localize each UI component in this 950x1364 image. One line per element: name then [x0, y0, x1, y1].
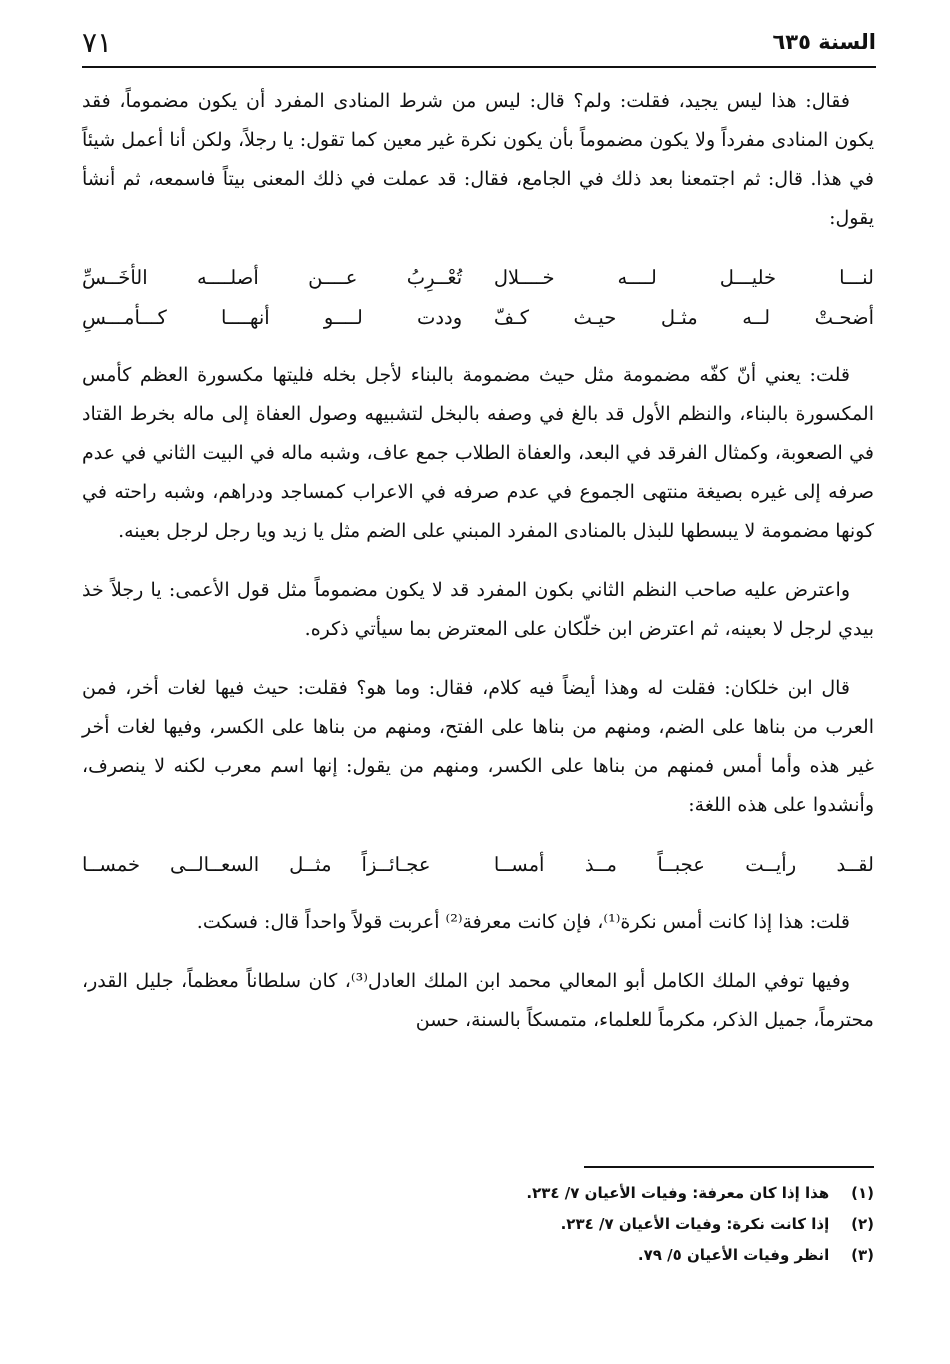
- verse-3-second-hemistich: عجـائــزاً مثــل السعــالــى خمســا: [82, 853, 431, 876]
- verse-2: [82, 298, 874, 338]
- verse-1-first-hemistich: لنـــا خليـــل لــــه خــــلال: [493, 266, 874, 289]
- verse-2-second-hemistich: وددت لــــو أنهــــا كـــأمـــسِ: [82, 306, 463, 329]
- poem-2: [82, 845, 874, 885]
- verse-1-second-hemistich: تُعْــرِبُ عــــن أصلــــه الأخَــسِّ: [82, 266, 463, 289]
- paragraph-4: قال ابن خلكان: فقلت له وهذا أيضاً فيه كلام، فقال: وما هو؟ فقلت: حيث فيها لغات أخر، فمن العرب من بناها على الضم، ومنهم من بناها على الفتح، ومنهم من بناها على الكسر، وفيها لغات أخر غير هذه وأما أمس فمنهم من بناها على الكسر، ومنهم من يقول: إنها اسم معرب لكنه لا ينصرف، وأنشدوا على هذه اللغة:: [82, 677, 874, 816]
- verse-2-first-hemistich: أضحـتْ لــه مثـل حيـث كـفّ: [493, 306, 874, 329]
- paragraph-2: قلت: يعني أنّ كفّه مضمومة مثل حيث مضمومة بالبناء لأجل بخله فليتها مكسورة العظم كأمس المكسورة بالبناء، والنظم الأول قد بالغ في وصفه بالبخل لتشبيهه وصول العفاة إلى ماله بخرط القتاد في الصعوبة، وكمثال الفرقد في البعد، والعفاة الطلاب جمع عاف، وشبه ماله في البيت الثاني في عدم صرفه إلى غيره بصيغة منتهى الجموع في عدم صرفه في الاعراب كمساجد ودراهم، وشبه راحته في كونها مضمومة لا يبسطها للبذل بالمنادى المفرد المبني على الضم مثل يا زيد ويا رجل لرجل بعينه.: [82, 364, 874, 542]
- poem-1: [82, 258, 874, 338]
- footnote-3: [82, 1240, 874, 1271]
- footnotes: [82, 1166, 874, 1271]
- running-header: [82, 26, 876, 68]
- footnote-text: إذا كانت نكرة: وفيات الأعيان ٧/ ٢٣٤.: [560, 1215, 830, 1233]
- footnote-text: هذا إذا كان معرفة: وفيات الأعيان ٧/ ٢٣٤.: [526, 1184, 830, 1202]
- footnote-separator: [584, 1166, 874, 1168]
- footnote-number: (٣): [851, 1246, 874, 1264]
- footnote-text: انظر وفيات الأعيان ٥/ ٧٩.: [637, 1246, 830, 1264]
- footnote-number: (٢): [851, 1215, 874, 1233]
- paragraph-5: قلت: هذا إذا كانت أمس نكرة⁽¹⁾، فإن كانت معرفة⁽²⁾ أعربت قولاً واحداً قال: فسكت.: [196, 911, 850, 933]
- verse-1: [82, 258, 874, 298]
- header-title: السنة ٦٣٥: [772, 30, 876, 54]
- paragraph-6: وفيها توفي الملك الكامل أبو المعالي محمد ابن الملك العادل⁽³⁾، كان سلطاناً معظماً، جليل القدر، محترماً، جميل الذكر، مكرماً للعلماء، متمسكاً بالسنة، حسن: [82, 970, 874, 1031]
- main-text: [82, 82, 874, 1060]
- paragraph-1: فقال: هذا ليس يجيد، فقلت: ولم؟ قال: ليس من شرط المنادى المفرد أن يكون مضموماً، فقد يكون المنادى مفرداً ولا يكون مضموماً بأن يكون نكرة غير معين كما تقول: يا رجلاً، ولكن أنا أعمل شيئاً في هذا. قال: ثم اجتمعنا بعد ذلك في الجامع، فقال: قد عملت في ذلك المعنى بيتاً فاسمعه، ثم أنشأ يقول:: [82, 90, 874, 229]
- verse-3: [82, 845, 874, 885]
- footnote-number: (١): [851, 1184, 874, 1202]
- page-number: ٧١: [82, 26, 113, 59]
- footnote-2: [82, 1209, 874, 1240]
- footnote-1: [82, 1178, 874, 1209]
- verse-3-first-hemistich: لقــد رأيــت عجبــاً مــذ أمســا: [493, 853, 874, 876]
- paragraph-3: واعترض عليه صاحب النظم الثاني بكون المفرد قد لا يكون مضموماً مثل قول الأعمى: يا رجلاً خذ بيدي لرجل لا بعينه، ثم اعترض ابن خلّكان على المعترض بما سيأتي ذكره.: [82, 579, 874, 640]
